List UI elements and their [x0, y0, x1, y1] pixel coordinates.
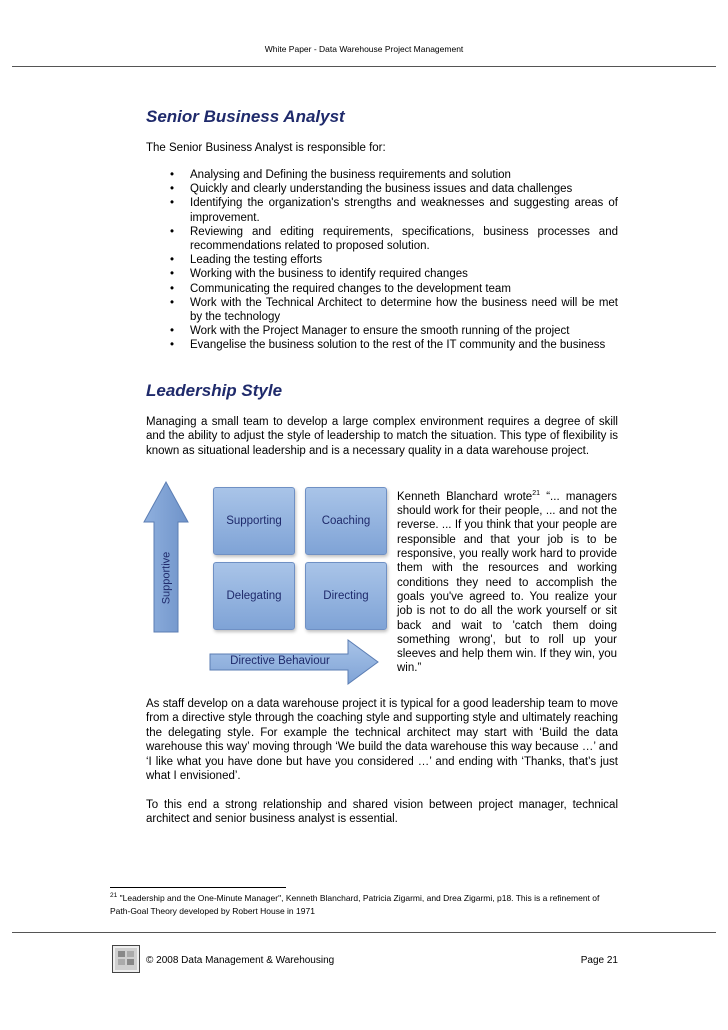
supportive-axis-label: Supportive	[160, 551, 172, 605]
responsibilities-list	[170, 168, 618, 353]
blanchard-quote	[397, 487, 617, 676]
directive-behaviour-label: Directive Behaviour	[230, 655, 330, 667]
situational-leadership-diagram	[140, 478, 380, 688]
footnote-rule	[110, 887, 286, 888]
quote-lead: Kenneth Blanchard wrote	[397, 490, 533, 503]
list-item: • Working with the business to identify required changes	[170, 267, 618, 281]
heading-senior-business-analyst: Senior Business Analyst	[146, 107, 345, 126]
leadership-paragraph-3: To this end a strong relationship and shared vision between project manager, technical architect and senior business analyst is essential.	[146, 799, 618, 826]
leadership-paragraph-1: Managing a small team to develop a large complex environment requires a degree of skill and the ability to adjust the style of leadership to match the situation. This type of flexibility is known as situational leadership and is a necessary quality in a data warehouse project.	[146, 416, 618, 457]
directing-box: Directing	[305, 562, 387, 630]
quote-text: “... managers should work for their people, ... and not the reverse. ... If you think that your people are responsible and that your job is to be responsive, you really work hard to provide them with the resources and working conditions they need to accomplish the goals you've agreed to. You realize your job is not to do all the work yourself or sit back and wait to 'catch them doing something wrong', but to roll up your sleeves and help them win. If they win, you win.”	[397, 490, 617, 675]
footer-copyright: © 2008 Data Management & Warehousing	[146, 955, 335, 966]
company-logo-icon	[112, 945, 140, 973]
footer-rule	[12, 932, 716, 933]
list-item: • Communicating the required changes to the development team	[170, 282, 618, 296]
footnote	[110, 889, 618, 918]
page-header-title: White Paper - Data Warehouse Project Management	[264, 44, 464, 54]
list-item: • Work with the Project Manager to ensure the smooth running of the project	[170, 324, 618, 338]
list-item: • Work with the Technical Architect to determine how the business need will be met by the technology	[170, 296, 618, 324]
footnote-text: "Leadership and the One-Minute Manager", Kenneth Blanchard, Patricia Zigarmi, and Drea Zigarmi, p18. This is a refinement of Path-Goal Theory developed by Robert House in 1971	[110, 892, 600, 916]
senior-ba-intro: The Senior Business Analyst is responsible for:	[146, 142, 386, 154]
footer-page-number: Page 21	[580, 955, 618, 966]
list-item: • Analysing and Defining the business requirements and solution	[170, 168, 618, 182]
coaching-box: Coaching	[305, 487, 387, 555]
header-rule	[12, 66, 716, 67]
list-item: • Identifying the organization's strengths and weaknesses and suggesting areas of improvement.	[170, 196, 618, 224]
supporting-box: Supporting	[213, 487, 295, 555]
list-item: • Reviewing and editing requirements, specifications, business processes and recommendations related to proposed solution.	[170, 225, 618, 253]
delegating-box: Delegating	[213, 562, 295, 630]
heading-leadership-style: Leadership Style	[146, 381, 283, 400]
footnote-number: 21	[110, 892, 118, 899]
quote-footnote-ref: 21	[532, 490, 540, 497]
leadership-paragraph-2: As staff develop on a data warehouse project it is typical for a good leadership team to move from a directive style through the coaching style and supporting style and ultimately reaching the delegating style. For example the technical architect may start with ‘Build the data warehouse this way’ moving through ‘We build the data warehouse this way because …’ and ‘I like what you have done but have you considered …’ and ending with ‘Thanks, that’s just what I envisioned’.	[146, 698, 618, 783]
list-item: • Quickly and clearly understanding the business issues and data challenges	[170, 182, 618, 196]
list-item: • Leading the testing efforts	[170, 253, 618, 267]
list-item: • Evangelise the business solution to the rest of the IT community and the business	[170, 338, 618, 352]
